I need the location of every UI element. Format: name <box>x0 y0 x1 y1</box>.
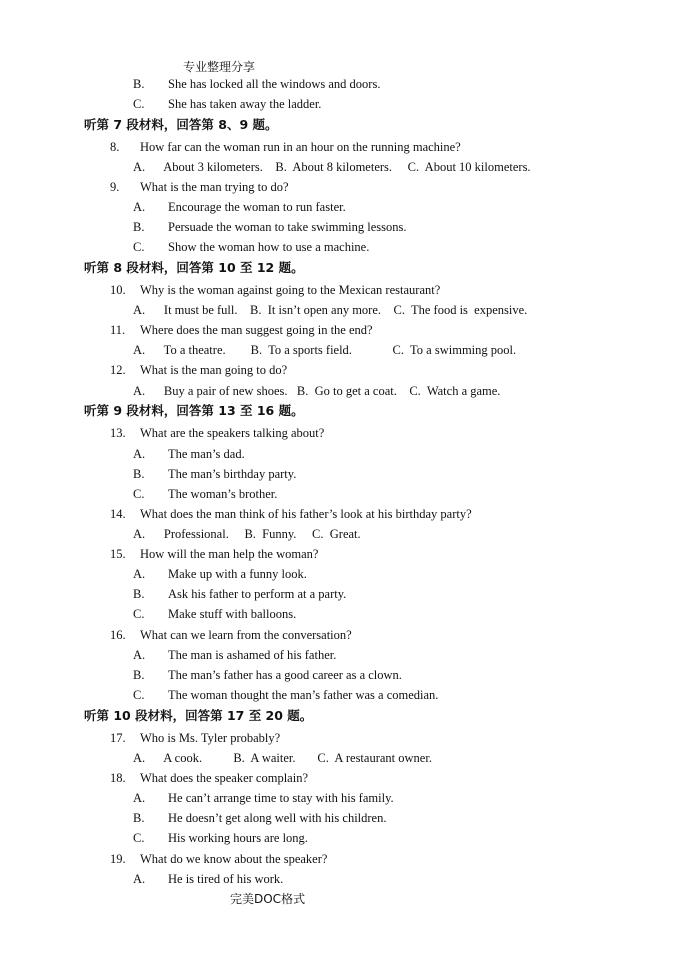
options-inline-text: A. It must be full. B. It isn’t open any more. C. The food is expensive. <box>133 303 528 317</box>
options-inline-text: A. About 3 kilometers. B. About 8 kilometers. C. About 10 kilometers. <box>133 160 531 174</box>
question-number: 9. <box>110 180 120 194</box>
option-letter: C. <box>133 240 145 254</box>
option-text: The man is ashamed of his father. <box>168 648 337 662</box>
question-number: 16. <box>110 628 126 642</box>
question-text: What are the speakers talking about? <box>140 426 325 440</box>
option-text: He is tired of his work. <box>168 872 284 886</box>
options-inline-text: A. To a theatre. B. To a sports field. C. To a swimming pool. <box>133 343 517 357</box>
option-text: Make stuff with balloons. <box>168 607 297 621</box>
option-letter: B. <box>133 587 145 601</box>
question-text: How far can the woman run in an hour on the running machine? <box>140 140 461 154</box>
option-text: The man’s dad. <box>168 447 245 461</box>
question-text: What does the man think of his father’s look at his birthday party? <box>140 507 472 521</box>
option-text: Show the woman how to use a machine. <box>168 240 370 254</box>
section-heading-10: 听第 10 段材料，回答第 17 至 20 题。 <box>84 708 313 723</box>
option-letter: A. <box>133 648 146 662</box>
option-text: The man’s birthday party. <box>168 467 297 481</box>
option-letter: A. <box>133 872 146 886</box>
question-text: What can we learn from the conversation? <box>140 628 352 642</box>
option-letter: C. <box>133 688 145 702</box>
option-text: Persuade the woman to take swimming lessons. <box>168 220 407 234</box>
question-number: 18. <box>110 771 126 785</box>
question-number: 15. <box>110 547 126 561</box>
question-number: 14. <box>110 507 126 521</box>
question-number: 10. <box>110 283 126 297</box>
section-heading-8: 听第 8 段材料，回答第 10 至 12 题。 <box>84 260 304 275</box>
option-letter: C. <box>133 487 145 501</box>
page-footer: 完美DOC格式 <box>230 892 306 906</box>
option-letter: A. <box>133 447 146 461</box>
question-text: What do we know about the speaker? <box>140 852 328 866</box>
question-number: 19. <box>110 852 126 866</box>
option-letter: B. <box>133 220 145 234</box>
question-number: 13. <box>110 426 126 440</box>
option-letter: C. <box>133 607 145 621</box>
option-letter: B. <box>133 811 145 825</box>
option-text: The man’s father has a good career as a clown. <box>168 668 402 682</box>
option-text: His working hours are long. <box>168 831 308 845</box>
option-letter: B. <box>133 467 145 481</box>
options-inline-text: A. Buy a pair of new shoes. B. Go to get a coat. C. Watch a game. <box>133 384 501 398</box>
question-number: 11. <box>110 323 126 337</box>
question-text: How will the man help the woman? <box>140 547 319 561</box>
page-header: 专业整理分享 <box>183 60 256 74</box>
options-inline-text: A. Professional. B. Funny. C. Great. <box>133 527 361 541</box>
option-letter: C. <box>133 831 145 845</box>
option-letter: A. <box>133 791 146 805</box>
question-text: Where does the man suggest going in the end? <box>140 323 373 337</box>
question-text: Why is the woman against going to the Mexican restaurant? <box>140 283 441 297</box>
option-letter: A. <box>133 200 146 214</box>
question-number: 8. <box>110 140 120 154</box>
option-text: She has locked all the windows and doors. <box>168 77 381 91</box>
question-number: 12. <box>110 363 126 377</box>
option-letter: B. <box>133 77 145 91</box>
option-text: Make up with a funny look. <box>168 567 307 581</box>
option-letter: C. <box>133 97 145 111</box>
option-letter: A. <box>133 567 146 581</box>
option-text: She has taken away the ladder. <box>168 97 322 111</box>
question-text: What is the man trying to do? <box>140 180 289 194</box>
option-text: He can’t arrange time to stay with his family. <box>168 791 394 805</box>
question-text: What does the speaker complain? <box>140 771 308 785</box>
option-letter: B. <box>133 668 145 682</box>
option-text: Encourage the woman to run faster. <box>168 200 346 214</box>
question-number: 17. <box>110 731 126 745</box>
option-text: The woman’s brother. <box>168 487 278 501</box>
question-text: What is the man going to do? <box>140 363 288 377</box>
option-text: He doesn’t get along well with his children. <box>168 811 387 825</box>
option-text: Ask his father to perform at a party. <box>168 587 347 601</box>
section-heading-7: 听第 7 段材料，回答第 8、9 题。 <box>84 117 278 132</box>
options-inline-text: A. A cook. B. A waiter. C. A restaurant owner. <box>133 751 432 765</box>
question-text: Who is Ms. Tyler probably? <box>140 731 281 745</box>
option-text: The woman thought the man’s father was a comedian. <box>168 688 439 702</box>
section-heading-9: 听第 9 段材料，回答第 13 至 16 题。 <box>84 403 304 418</box>
